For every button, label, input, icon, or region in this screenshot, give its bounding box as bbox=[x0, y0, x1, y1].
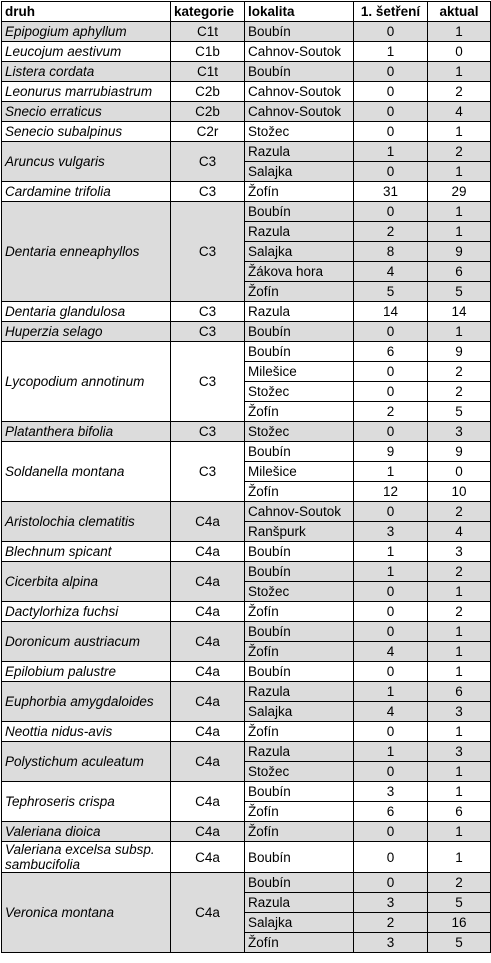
current-cell: 1 bbox=[428, 322, 491, 342]
current-cell: 29 bbox=[428, 182, 491, 202]
species-name-cell: Dentaria glandulosa bbox=[2, 302, 171, 322]
category-cell: C4a bbox=[171, 622, 245, 662]
category-cell: C1t bbox=[171, 22, 245, 42]
species-name-cell: Snecio erraticus bbox=[2, 102, 171, 122]
current-cell: 2 bbox=[428, 873, 491, 893]
first-survey-cell: 0 bbox=[354, 62, 428, 82]
first-survey-cell: 0 bbox=[354, 502, 428, 522]
locality-cell: Žofín bbox=[245, 182, 354, 202]
first-survey-cell: 0 bbox=[354, 162, 428, 182]
table-row bbox=[2, 202, 491, 222]
locality-cell: Stožec bbox=[245, 582, 354, 602]
header-row bbox=[2, 2, 491, 22]
table-row bbox=[2, 602, 491, 622]
current-cell: 6 bbox=[428, 802, 491, 822]
species-name-cell: Aruncus vulgaris bbox=[2, 142, 171, 182]
category-cell: C3 bbox=[171, 422, 245, 442]
species-name-cell: Listera cordata bbox=[2, 62, 171, 82]
locality-cell: Salajka bbox=[245, 242, 354, 262]
first-survey-cell: 0 bbox=[354, 122, 428, 142]
current-cell: 5 bbox=[428, 282, 491, 302]
category-cell: C4a bbox=[171, 782, 245, 822]
current-cell: 2 bbox=[428, 142, 491, 162]
first-survey-cell: 1 bbox=[354, 462, 428, 482]
species-name-cell: Epilobium palustre bbox=[2, 662, 171, 682]
first-survey-cell: 0 bbox=[354, 362, 428, 382]
table-row bbox=[2, 622, 491, 642]
species-name-cell: Dactylorhiza fuchsi bbox=[2, 602, 171, 622]
locality-cell: Salajka bbox=[245, 162, 354, 182]
current-cell: 6 bbox=[428, 262, 491, 282]
current-cell: 5 bbox=[428, 933, 491, 953]
current-cell: 9 bbox=[428, 242, 491, 262]
first-survey-cell: 0 bbox=[354, 622, 428, 642]
current-cell: 2 bbox=[428, 502, 491, 522]
first-survey-cell: 0 bbox=[354, 842, 428, 873]
table-row bbox=[2, 302, 491, 322]
first-survey-cell: 2 bbox=[354, 913, 428, 933]
first-survey-cell: 0 bbox=[354, 873, 428, 893]
first-survey-cell: 1 bbox=[354, 542, 428, 562]
category-cell: C3 bbox=[171, 182, 245, 202]
table-row bbox=[2, 122, 491, 142]
header-prvni-setreni: 1. šetření bbox=[354, 2, 428, 22]
current-cell: 4 bbox=[428, 102, 491, 122]
locality-cell: Žofín bbox=[245, 802, 354, 822]
current-cell: 5 bbox=[428, 893, 491, 913]
current-cell: 9 bbox=[428, 442, 491, 462]
locality-cell: Stožec bbox=[245, 382, 354, 402]
current-cell: 1 bbox=[428, 782, 491, 802]
first-survey-cell: 31 bbox=[354, 182, 428, 202]
locality-cell: Razula bbox=[245, 682, 354, 702]
current-cell: 1 bbox=[428, 222, 491, 242]
current-cell: 3 bbox=[428, 742, 491, 762]
first-survey-cell: 4 bbox=[354, 642, 428, 662]
species-name-cell: Huperzia selago bbox=[2, 322, 171, 342]
first-survey-cell: 4 bbox=[354, 702, 428, 722]
first-survey-cell: 2 bbox=[354, 402, 428, 422]
first-survey-cell: 3 bbox=[354, 933, 428, 953]
current-cell: 1 bbox=[428, 762, 491, 782]
current-cell: 1 bbox=[428, 122, 491, 142]
first-survey-cell: 0 bbox=[354, 822, 428, 842]
table-row bbox=[2, 682, 491, 702]
species-name-cell: Tephroseris crispa bbox=[2, 782, 171, 822]
category-cell: C3 bbox=[171, 142, 245, 182]
current-cell: 1 bbox=[428, 842, 491, 873]
table-row bbox=[2, 102, 491, 122]
current-cell: 2 bbox=[428, 362, 491, 382]
species-name-cell: Valeriana excelsa subsp. sambucifolia bbox=[2, 842, 171, 873]
current-cell: 14 bbox=[428, 302, 491, 322]
table-row bbox=[2, 722, 491, 742]
first-survey-cell: 0 bbox=[354, 322, 428, 342]
species-name-cell: Doronicum austriacum bbox=[2, 622, 171, 662]
current-cell: 2 bbox=[428, 382, 491, 402]
category-cell: C4a bbox=[171, 742, 245, 782]
first-survey-cell: 1 bbox=[354, 682, 428, 702]
first-survey-cell: 3 bbox=[354, 893, 428, 913]
current-cell: 0 bbox=[428, 462, 491, 482]
locality-cell: Milešice bbox=[245, 462, 354, 482]
first-survey-cell: 3 bbox=[354, 522, 428, 542]
species-name-cell: Blechnum spicant bbox=[2, 542, 171, 562]
current-cell: 1 bbox=[428, 662, 491, 682]
first-survey-cell: 8 bbox=[354, 242, 428, 262]
locality-cell: Razula bbox=[245, 893, 354, 913]
locality-cell: Žofín bbox=[245, 602, 354, 622]
locality-cell: Boubín bbox=[245, 873, 354, 893]
category-cell: C4a bbox=[171, 662, 245, 682]
species-name-cell: Lycopodium annotinum bbox=[2, 342, 171, 422]
header-kategorie: kategorie bbox=[171, 2, 245, 22]
species-name-cell: Leonurus marrubiastrum bbox=[2, 82, 171, 102]
category-cell: C3 bbox=[171, 302, 245, 322]
first-survey-cell: 0 bbox=[354, 82, 428, 102]
locality-cell: Razula bbox=[245, 222, 354, 242]
current-cell: 1 bbox=[428, 22, 491, 42]
first-survey-cell: 2 bbox=[354, 222, 428, 242]
category-cell: C4a bbox=[171, 822, 245, 842]
first-survey-cell: 0 bbox=[354, 602, 428, 622]
current-cell: 1 bbox=[428, 62, 491, 82]
category-cell: C3 bbox=[171, 322, 245, 342]
species-name-cell: Platanthera bifolia bbox=[2, 422, 171, 442]
table-row bbox=[2, 22, 491, 42]
first-survey-cell: 0 bbox=[354, 102, 428, 122]
locality-cell: Žofín bbox=[245, 402, 354, 422]
current-cell: 6 bbox=[428, 682, 491, 702]
category-cell: C4a bbox=[171, 542, 245, 562]
current-cell: 1 bbox=[428, 202, 491, 222]
locality-cell: Boubín bbox=[245, 202, 354, 222]
current-cell: 1 bbox=[428, 582, 491, 602]
current-cell: 2 bbox=[428, 82, 491, 102]
species-name-cell: Cardamine trifolia bbox=[2, 182, 171, 202]
species-name-cell: Valeriana dioica bbox=[2, 822, 171, 842]
category-cell: C3 bbox=[171, 342, 245, 422]
first-survey-cell: 4 bbox=[354, 262, 428, 282]
category-cell: C2b bbox=[171, 82, 245, 102]
first-survey-cell: 0 bbox=[354, 582, 428, 602]
locality-cell: Boubín bbox=[245, 442, 354, 462]
table-row bbox=[2, 42, 491, 62]
locality-cell: Boubín bbox=[245, 562, 354, 582]
table-row bbox=[2, 742, 491, 762]
current-cell: 4 bbox=[428, 522, 491, 542]
first-survey-cell: 9 bbox=[354, 442, 428, 462]
table-row bbox=[2, 322, 491, 342]
locality-cell: Ranšpurk bbox=[245, 522, 354, 542]
category-cell: C2b bbox=[171, 102, 245, 122]
locality-cell: Žofín bbox=[245, 482, 354, 502]
first-survey-cell: 1 bbox=[354, 42, 428, 62]
table-row bbox=[2, 182, 491, 202]
locality-cell: Milešice bbox=[245, 362, 354, 382]
first-survey-cell: 0 bbox=[354, 422, 428, 442]
species-name-cell: Soldanella montana bbox=[2, 442, 171, 502]
first-survey-cell: 6 bbox=[354, 802, 428, 822]
current-cell: 2 bbox=[428, 562, 491, 582]
current-cell: 1 bbox=[428, 822, 491, 842]
locality-cell: Boubín bbox=[245, 62, 354, 82]
category-cell: C4a bbox=[171, 842, 245, 873]
locality-cell: Cahnov-Soutok bbox=[245, 82, 354, 102]
category-cell: C4a bbox=[171, 873, 245, 953]
header-aktual: aktual bbox=[428, 2, 491, 22]
current-cell: 3 bbox=[428, 702, 491, 722]
table-row bbox=[2, 502, 491, 522]
locality-cell: Boubín bbox=[245, 842, 354, 873]
locality-cell: Razula bbox=[245, 142, 354, 162]
category-cell: C4a bbox=[171, 562, 245, 602]
locality-cell: Boubín bbox=[245, 622, 354, 642]
current-cell: 2 bbox=[428, 602, 491, 622]
first-survey-cell: 1 bbox=[354, 742, 428, 762]
first-survey-cell: 6 bbox=[354, 342, 428, 362]
current-cell: 1 bbox=[428, 622, 491, 642]
species-table bbox=[1, 1, 491, 953]
current-cell: 3 bbox=[428, 542, 491, 562]
category-cell: C1t bbox=[171, 62, 245, 82]
category-cell: C1b bbox=[171, 42, 245, 62]
category-cell: C3 bbox=[171, 202, 245, 302]
first-survey-cell: 0 bbox=[354, 662, 428, 682]
first-survey-cell: 0 bbox=[354, 22, 428, 42]
table-row bbox=[2, 442, 491, 462]
first-survey-cell: 1 bbox=[354, 142, 428, 162]
current-cell: 1 bbox=[428, 162, 491, 182]
first-survey-cell: 0 bbox=[354, 202, 428, 222]
category-cell: C2r bbox=[171, 122, 245, 142]
locality-cell: Boubín bbox=[245, 542, 354, 562]
category-cell: C4a bbox=[171, 602, 245, 622]
species-name-cell: Leucojum aestivum bbox=[2, 42, 171, 62]
category-cell: C4a bbox=[171, 682, 245, 722]
locality-cell: Žofín bbox=[245, 933, 354, 953]
locality-cell: Žofín bbox=[245, 822, 354, 842]
locality-cell: Žofín bbox=[245, 642, 354, 662]
species-name-cell: Euphorbia amygdaloides bbox=[2, 682, 171, 722]
header-druh: druh bbox=[2, 2, 171, 22]
locality-cell: Cahnov-Soutok bbox=[245, 502, 354, 522]
table-row bbox=[2, 542, 491, 562]
locality-cell: Salajka bbox=[245, 702, 354, 722]
category-cell: C3 bbox=[171, 442, 245, 502]
current-cell: 1 bbox=[428, 642, 491, 662]
current-cell: 5 bbox=[428, 402, 491, 422]
table-row bbox=[2, 842, 491, 873]
table-row bbox=[2, 142, 491, 162]
first-survey-cell: 1 bbox=[354, 562, 428, 582]
table-row bbox=[2, 782, 491, 802]
current-cell: 3 bbox=[428, 422, 491, 442]
locality-cell: Boubín bbox=[245, 22, 354, 42]
locality-cell: Razula bbox=[245, 302, 354, 322]
table-row bbox=[2, 822, 491, 842]
header-lokalita: lokalita bbox=[245, 2, 354, 22]
current-cell: 16 bbox=[428, 913, 491, 933]
locality-cell: Cahnov-Soutok bbox=[245, 42, 354, 62]
first-survey-cell: 12 bbox=[354, 482, 428, 502]
current-cell: 0 bbox=[428, 42, 491, 62]
category-cell: C4a bbox=[171, 722, 245, 742]
table-body bbox=[2, 22, 491, 953]
locality-cell: Žofín bbox=[245, 722, 354, 742]
locality-cell: Stožec bbox=[245, 762, 354, 782]
table-row bbox=[2, 342, 491, 362]
locality-cell: Boubín bbox=[245, 662, 354, 682]
current-cell: 9 bbox=[428, 342, 491, 362]
locality-cell: Žákova hora bbox=[245, 262, 354, 282]
species-name-cell: Dentaria enneaphyllos bbox=[2, 202, 171, 302]
locality-cell: Stožec bbox=[245, 422, 354, 442]
species-name-cell: Aristolochia clematitis bbox=[2, 502, 171, 542]
current-cell: 1 bbox=[428, 722, 491, 742]
locality-cell: Stožec bbox=[245, 122, 354, 142]
table-row bbox=[2, 82, 491, 102]
table-row bbox=[2, 422, 491, 442]
species-name-cell: Cicerbita alpina bbox=[2, 562, 171, 602]
table-row bbox=[2, 562, 491, 582]
species-name-cell: Polystichum aculeatum bbox=[2, 742, 171, 782]
locality-cell: Cahnov-Soutok bbox=[245, 102, 354, 122]
first-survey-cell: 0 bbox=[354, 382, 428, 402]
first-survey-cell: 3 bbox=[354, 782, 428, 802]
table-row bbox=[2, 873, 491, 893]
locality-cell: Žofín bbox=[245, 282, 354, 302]
first-survey-cell: 5 bbox=[354, 282, 428, 302]
species-name-cell: Neottia nidus-avis bbox=[2, 722, 171, 742]
first-survey-cell: 14 bbox=[354, 302, 428, 322]
first-survey-cell: 0 bbox=[354, 722, 428, 742]
current-cell: 10 bbox=[428, 482, 491, 502]
table-row bbox=[2, 62, 491, 82]
locality-cell: Boubín bbox=[245, 342, 354, 362]
locality-cell: Boubín bbox=[245, 782, 354, 802]
species-name-cell: Epipogium aphyllum bbox=[2, 22, 171, 42]
first-survey-cell: 0 bbox=[354, 762, 428, 782]
locality-cell: Boubín bbox=[245, 322, 354, 342]
locality-cell: Razula bbox=[245, 742, 354, 762]
species-name-cell: Senecio subalpinus bbox=[2, 122, 171, 142]
locality-cell: Salajka bbox=[245, 913, 354, 933]
species-name-cell: Veronica montana bbox=[2, 873, 171, 953]
table-row bbox=[2, 662, 491, 682]
category-cell: C4a bbox=[171, 502, 245, 542]
